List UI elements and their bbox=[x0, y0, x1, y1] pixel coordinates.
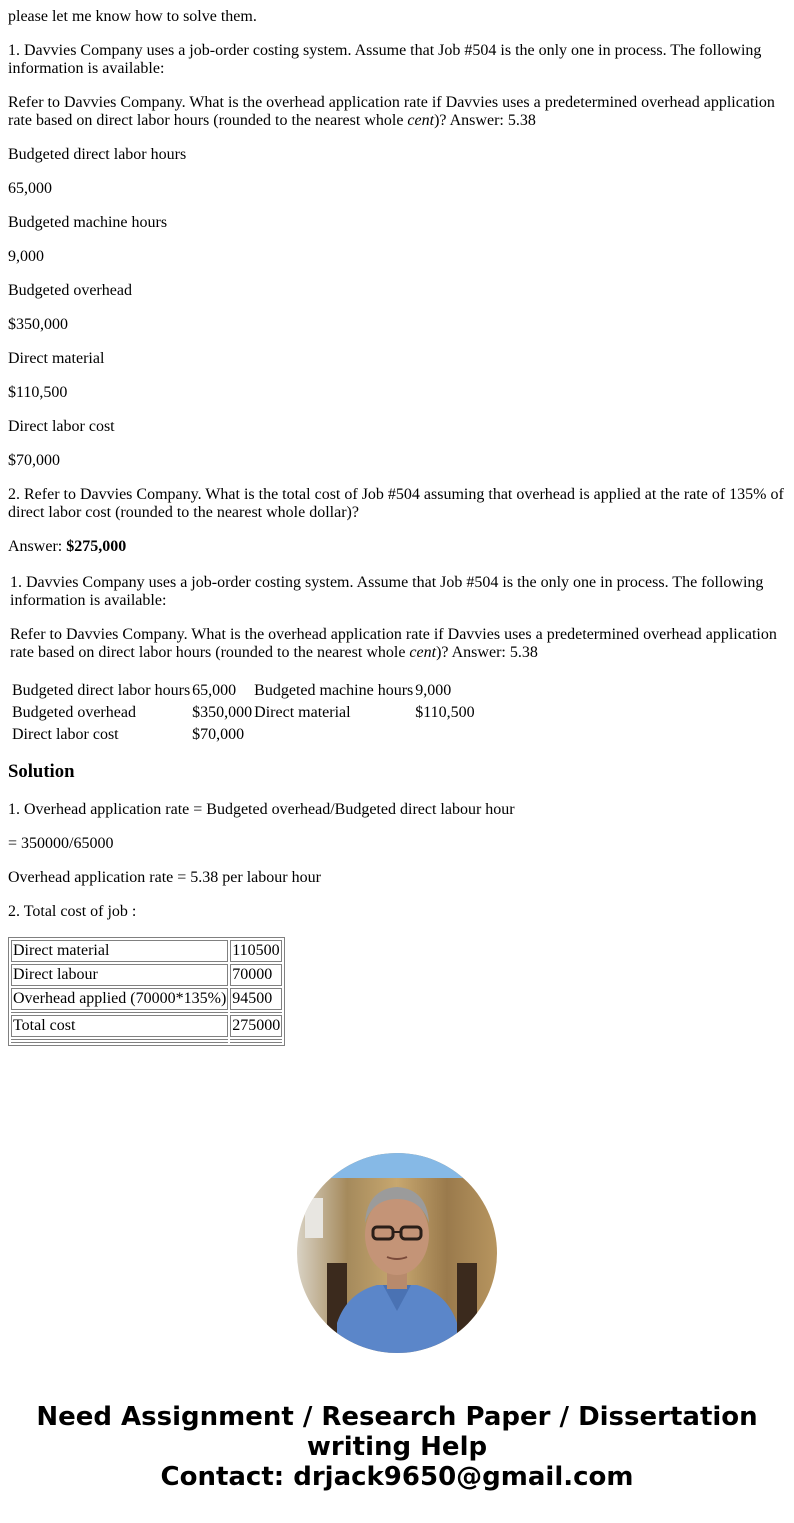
prompt-after: )? Answer: 5.38 bbox=[434, 112, 536, 129]
separator-cell bbox=[11, 1012, 228, 1013]
question-2-text: 2. Refer to Davvies Company. What is the total cost of Job #504 assuming that overhead is applied at the rate of 135% of direct labor cost (rounded to the nearest whole dollar)? bbox=[8, 486, 784, 521]
cost-value: 70000 bbox=[230, 964, 282, 986]
prompt-before: Refer to Davvies Company. What is the overhead application rate if Davvies uses a predetermined overhead application rate based on direct labor hours (rounded to the nearest whole bbox=[10, 626, 777, 661]
table-row bbox=[11, 940, 282, 962]
cost-label: Direct labour bbox=[11, 964, 228, 986]
table-row bbox=[11, 988, 282, 1010]
item-value: $110,500 bbox=[8, 384, 68, 401]
box-question-1-text: 1. Davvies Company uses a job-order costing system. Assume that Job #504 is the only one in process. The following information is available: bbox=[10, 574, 764, 609]
solution-heading: Solution bbox=[8, 761, 75, 782]
item-value: 65,000 bbox=[8, 180, 52, 197]
promo-contact: Contact: drjack9650@gmail.com bbox=[160, 1462, 634, 1492]
item-label: Direct material bbox=[8, 350, 105, 367]
table-cell: Direct labor cost bbox=[12, 726, 119, 743]
table-cell: 9,000 bbox=[415, 682, 452, 699]
separator-cell bbox=[230, 1039, 282, 1040]
table-cell bbox=[254, 725, 413, 745]
cost-value: 94500 bbox=[230, 988, 282, 1010]
person-portrait-icon bbox=[297, 1153, 497, 1353]
table-row bbox=[12, 703, 475, 723]
cost-table bbox=[8, 937, 285, 1046]
solution-line-4: 2. Total cost of job : bbox=[8, 903, 137, 920]
table-cell: $350,000 bbox=[192, 704, 253, 721]
solution-line-3: Overhead application rate = 5.38 per labour hour bbox=[8, 869, 321, 886]
table-cell: Budgeted machine hours bbox=[254, 682, 414, 699]
total-row bbox=[11, 1015, 282, 1037]
table-cell: Direct material bbox=[254, 704, 351, 721]
avatar bbox=[297, 1153, 497, 1353]
separator-row bbox=[11, 1012, 282, 1013]
item-value: $350,000 bbox=[8, 316, 68, 333]
table-row bbox=[12, 681, 475, 701]
prompt-after: )? Answer: 5.38 bbox=[436, 644, 538, 661]
table-cell: $110,500 bbox=[415, 704, 475, 721]
cost-value: 110500 bbox=[230, 940, 282, 962]
separator-cell bbox=[230, 1012, 282, 1013]
solution-line-1: 1. Overhead application rate = Budgeted overhead/Budgeted direct labour hour bbox=[8, 801, 515, 818]
separator-cell bbox=[11, 1042, 228, 1043]
answer-value: $275,000 bbox=[66, 538, 127, 555]
prompt-before: Refer to Davvies Company. What is the overhead application rate if Davvies uses a predetermined overhead application rate based on direct labor hours (rounded to the nearest whole bbox=[8, 94, 775, 129]
item-label: Budgeted overhead bbox=[8, 282, 132, 299]
cost-label: Direct material bbox=[11, 940, 228, 962]
table-cell: Budgeted direct labor hours bbox=[12, 682, 191, 699]
table-cell: 65,000 bbox=[192, 682, 237, 699]
prompt-italic: cent bbox=[407, 112, 435, 129]
solution-line-2: = 350000/65000 bbox=[8, 835, 114, 852]
item-value: 9,000 bbox=[8, 248, 44, 265]
separator-cell bbox=[230, 1042, 282, 1043]
box-question-1-prompt bbox=[10, 626, 786, 662]
separator-cell bbox=[11, 1039, 228, 1040]
prompt-italic: cent bbox=[409, 644, 437, 661]
given-data-table bbox=[10, 679, 477, 747]
promo-line-2: writing Help bbox=[306, 1432, 488, 1462]
total-label: Total cost bbox=[11, 1015, 228, 1037]
table-cell: Budgeted overhead bbox=[12, 704, 136, 721]
promo-line-1: Need Assignment / Research Paper / Dissertation bbox=[36, 1402, 758, 1432]
intro-text: please let me know how to solve them. bbox=[8, 8, 257, 25]
item-value: $70,000 bbox=[8, 452, 60, 469]
separator-row bbox=[11, 1042, 282, 1043]
separator-row bbox=[11, 1039, 282, 1040]
table-row bbox=[12, 725, 475, 745]
question-2-answer bbox=[8, 538, 126, 556]
item-label: Budgeted direct labor hours bbox=[8, 146, 187, 163]
question-1-prompt bbox=[8, 94, 786, 130]
promo-banner bbox=[0, 1402, 794, 1492]
item-label: Budgeted machine hours bbox=[8, 214, 168, 231]
total-value: 275000 bbox=[230, 1015, 282, 1037]
question-1-text: 1. Davvies Company uses a job-order costing system. Assume that Job #504 is the only one in process. The following information is available: bbox=[8, 42, 762, 77]
cost-label: Overhead applied (70000*135%) bbox=[11, 988, 228, 1010]
answer-prefix: Answer: bbox=[8, 538, 67, 555]
item-label: Direct labor cost bbox=[8, 418, 115, 435]
table-cell: $70,000 bbox=[192, 726, 245, 743]
table-row bbox=[11, 964, 282, 986]
table-cell bbox=[415, 725, 474, 745]
